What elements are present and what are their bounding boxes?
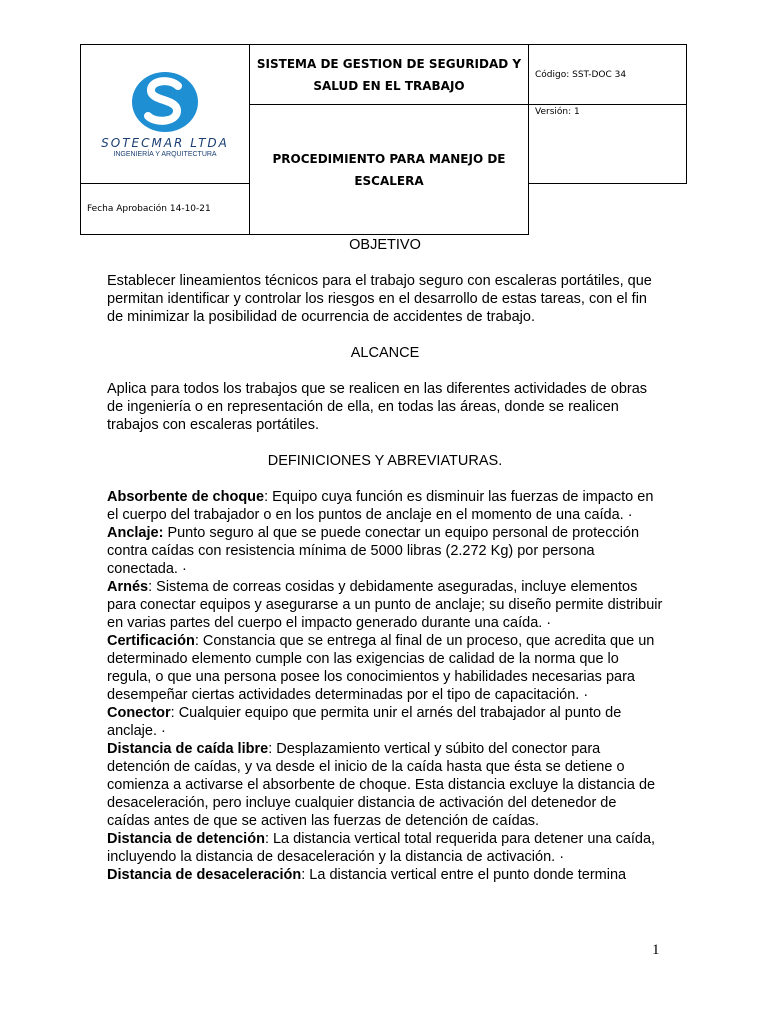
definition-term: Absorbente de choque xyxy=(107,489,265,505)
document-code: Código: SST-DOC 34 xyxy=(529,45,687,105)
definition-text: : Equipo cuya función es disminuir las fuerzas de impacto en el cuerpo del trabajador o en los puntos de anclaje en el momento de una caída. · xyxy=(107,489,654,523)
definition-text: : Desplazamiento vertical y súbito del conector para detención de caídas, y va desde el inicio de la caída hasta que ésta se detiene o comienza a activarse el absorbente de choque. Esta distancia excluye la distancia de desaceleración, pero incluye cualquier distancia de activación del detenedor de caídas antes de que se activen las fuerzas de detención de caídas. xyxy=(107,741,656,829)
definition-term: Distancia de caída libre xyxy=(107,741,269,757)
definition-item xyxy=(107,524,663,578)
definition-text: : La distancia vertical total requerida para detener una caída, incluyendo la distancia de desaceleración y la distancia de activación. · xyxy=(107,831,656,865)
definiciones-heading: DEFINICIONES Y ABREVIATURAS. xyxy=(267,453,503,469)
objetivo-heading: OBJETIVO xyxy=(349,237,421,253)
procedure-title: PROCEDIMIENTO PARA MANEJO DE ESCALERA xyxy=(250,105,529,235)
definition-term: Distancia de detención xyxy=(107,831,265,847)
approval-date: Fecha Aprobación 14-10-21 xyxy=(81,184,250,235)
page-number: 1 xyxy=(652,942,660,958)
definition-text: : Constancia que se entrega al final de un proceso, que acredita que un determinado elemento cumple con las exigencias de calidad de la norma que lo regula, o que una persona posee los conocimientos y habilidades necesarias para desempeñar ciertas actividades determinadas por el tipo de capacitación. · xyxy=(107,633,655,703)
definition-text: Punto seguro al que se puede conectar un equipo personal de protección contra caídas con resistencia mínima de 5000 libras (2.272 Kg) por persona conectada. · xyxy=(107,525,640,577)
logo-company-name: SOTECMAR LTDA xyxy=(101,136,229,150)
definition-term: Arnés xyxy=(107,579,149,595)
definition-item xyxy=(107,866,663,884)
definition-term: Conector xyxy=(107,705,171,721)
definition-item xyxy=(107,632,663,704)
definition-term: Certificación xyxy=(107,633,195,649)
definition-item xyxy=(107,488,663,524)
document-version: Versión: 1 xyxy=(529,105,687,184)
system-title: SISTEMA DE GESTION DE SEGURIDAD Y SALUD EN EL TRABAJO xyxy=(250,45,529,105)
definition-text: : Sistema de correas cosidas y debidamente aseguradas, incluye elementos para conectar equipos y asegurarse a un punto de anclaje; su diseño permite distribuir en varias partes del cuerpo el impacto generado durante una caída. · xyxy=(107,579,663,631)
alcance-text: Aplica para todos los trabajos que se realicen en las diferentes actividades de obras de ingeniería o en representación de ella, en todas las áreas, donde se realicen trabajos con escaleras portátiles. xyxy=(107,381,648,433)
definition-item xyxy=(107,578,663,632)
definition-text: : La distancia vertical entre el punto donde termina xyxy=(301,867,627,883)
definition-item xyxy=(107,830,663,866)
objetivo-text: Establecer lineamientos técnicos para el trabajo seguro con escaleras portátiles, que permitan identificar y controlar los riesgos en el desarrollo de estas tareas, con el fin de minimizar la posibilidad de ocurrencia de accidentes de trabajo. xyxy=(107,273,652,325)
logo-cell xyxy=(81,45,250,184)
document-body xyxy=(107,236,663,884)
definition-text: : Cualquier equipo que permita unir el arnés del trabajador al punto de anclaje. · xyxy=(107,705,622,739)
alcance-heading: ALCANCE xyxy=(350,345,420,361)
company-logo-icon xyxy=(130,70,200,134)
definition-item xyxy=(107,704,663,740)
logo-subtitle: INGENIERÍA Y ARQUITECTURA xyxy=(113,151,217,158)
definition-term: Anclaje: xyxy=(107,525,164,541)
definition-term: Distancia de desaceleración xyxy=(107,867,302,883)
definition-item xyxy=(107,740,663,830)
document-header xyxy=(80,44,687,235)
